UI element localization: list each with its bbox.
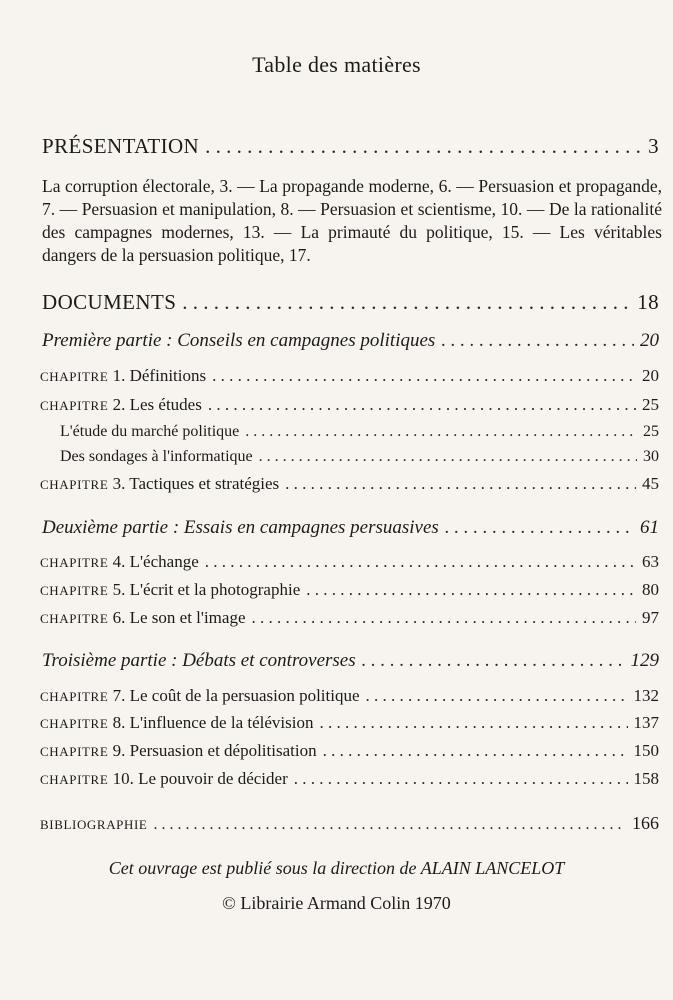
chapter-title: 5. L'écrit et la photographie (112, 580, 301, 599)
toc-entry-bibliographie[interactable] (40, 813, 659, 834)
chapter-prefix: CHAPITRE (40, 772, 109, 787)
leader-dots (182, 290, 631, 315)
leader-dots (208, 395, 636, 415)
chapter-prefix: CHAPITRE (40, 369, 109, 384)
toc-page: 166 (632, 813, 659, 833)
toc-label: PRÉSENTATION (42, 134, 200, 158)
toc-chapter-2[interactable] (40, 395, 659, 415)
toc-page: 137 (633, 713, 659, 732)
toc-label: BIBLIOGRAPHIE (40, 817, 148, 832)
editor-note: Cet ouvrage est publié sous la direction de ALAIN LANCELOT (108, 858, 565, 878)
toc-subsection[interactable] (60, 448, 659, 466)
leader-dots (245, 423, 637, 441)
toc-chapter-9[interactable] (40, 741, 659, 761)
toc-page: 45 (642, 474, 659, 493)
leader-dots (294, 769, 628, 789)
toc-page: 3 (648, 134, 659, 158)
toc-chapter-6[interactable] (40, 608, 659, 628)
chapter-prefix: CHAPITRE (40, 555, 109, 570)
chapter-prefix: CHAPITRE (40, 744, 109, 759)
toc-page: 150 (633, 741, 659, 760)
toc-part-3[interactable] (42, 650, 659, 672)
toc-subsection[interactable] (60, 423, 659, 441)
leader-dots (252, 608, 637, 628)
toc-page: 132 (633, 686, 659, 705)
toc-part-1[interactable] (42, 330, 659, 352)
toc-page: 63 (642, 552, 659, 571)
leader-dots (212, 366, 636, 386)
leader-dots (319, 713, 627, 733)
toc-chapter-7[interactable] (40, 686, 659, 706)
toc-page: 25 (642, 395, 659, 414)
copyright-line: © Librairie Armand Colin 1970 (222, 893, 451, 913)
page-title: Table des matières (252, 52, 421, 77)
chapter-title: 6. Le son et l'image (112, 608, 246, 627)
toc-chapter-1[interactable] (40, 366, 659, 386)
toc-page: 97 (642, 608, 659, 627)
part-title: Deuxième partie : Essais en campagnes persuasives (42, 517, 439, 538)
leader-dots (285, 474, 636, 494)
toc-entry-documents[interactable] (42, 290, 659, 315)
leader-dots (445, 517, 634, 539)
toc-page: 80 (642, 580, 659, 599)
toc-chapter-3[interactable] (40, 474, 659, 494)
toc-page: 30 (643, 448, 659, 465)
leader-dots (362, 650, 625, 672)
toc-page: 61 (640, 517, 659, 538)
chapter-title: 4. L'échange (112, 552, 199, 571)
leader-dots (259, 448, 637, 466)
chapter-prefix: CHAPITRE (40, 716, 109, 731)
chapter-prefix: CHAPITRE (40, 583, 109, 598)
part-title: Première partie : Conseils en campagnes politiques (42, 330, 436, 351)
toc-chapter-8[interactable] (40, 713, 659, 733)
leader-dots (441, 330, 634, 352)
toc-page: 129 (630, 650, 659, 671)
chapter-title: 1. Définitions (112, 366, 207, 385)
leader-dots (153, 816, 626, 834)
chapter-title: 7. Le coût de la persuasion politique (112, 686, 360, 705)
toc-part-2[interactable] (42, 517, 659, 539)
subsection-title: Des sondages à l'informatique (60, 448, 253, 465)
toc-page: 20 (642, 366, 659, 385)
chapter-title: 2. Les études (112, 395, 202, 414)
toc-page: 20 (640, 330, 659, 351)
part-title: Troisième partie : Débats et controverses (42, 650, 356, 671)
leader-dots (205, 134, 642, 159)
toc-label: DOCUMENTS (42, 290, 177, 314)
chapter-prefix: CHAPITRE (40, 398, 109, 413)
chapter-prefix: CHAPITRE (40, 477, 109, 492)
toc-page: 25 (643, 423, 659, 440)
leader-dots (366, 686, 628, 706)
toc-chapter-4[interactable] (40, 552, 659, 572)
subsection-title: L'étude du marché politique (60, 423, 240, 440)
toc-page: 18 (637, 290, 659, 314)
toc-page: 158 (633, 769, 659, 788)
chapter-title: 3. Tactiques et stratégies (112, 474, 280, 493)
chapter-prefix: CHAPITRE (40, 689, 109, 704)
toc-chapter-5[interactable] (40, 580, 659, 600)
leader-dots (323, 741, 628, 761)
chapter-prefix: CHAPITRE (40, 611, 109, 626)
leader-dots (306, 580, 636, 600)
chapter-title: 9. Persuasion et dépolitisation (112, 741, 317, 760)
chapter-title: 10. Le pouvoir de décider (112, 769, 288, 788)
chapter-title: 8. L'influence de la télévision (112, 713, 314, 732)
toc-chapter-10[interactable] (40, 769, 659, 789)
leader-dots (205, 552, 636, 572)
toc-entry-presentation[interactable] (42, 134, 659, 159)
presentation-summary: La corruption électorale, 3. — La propagande moderne, 6. — Persuasion et propagande, 7. — Persuasion et manipulation, 8. — Persuasion et scientisme, 10. — De la rationalité des campagnes modernes, 13. — La primauté du politique, 15. — Les véritables dangers de la persuasion politique, 17. (42, 176, 662, 265)
